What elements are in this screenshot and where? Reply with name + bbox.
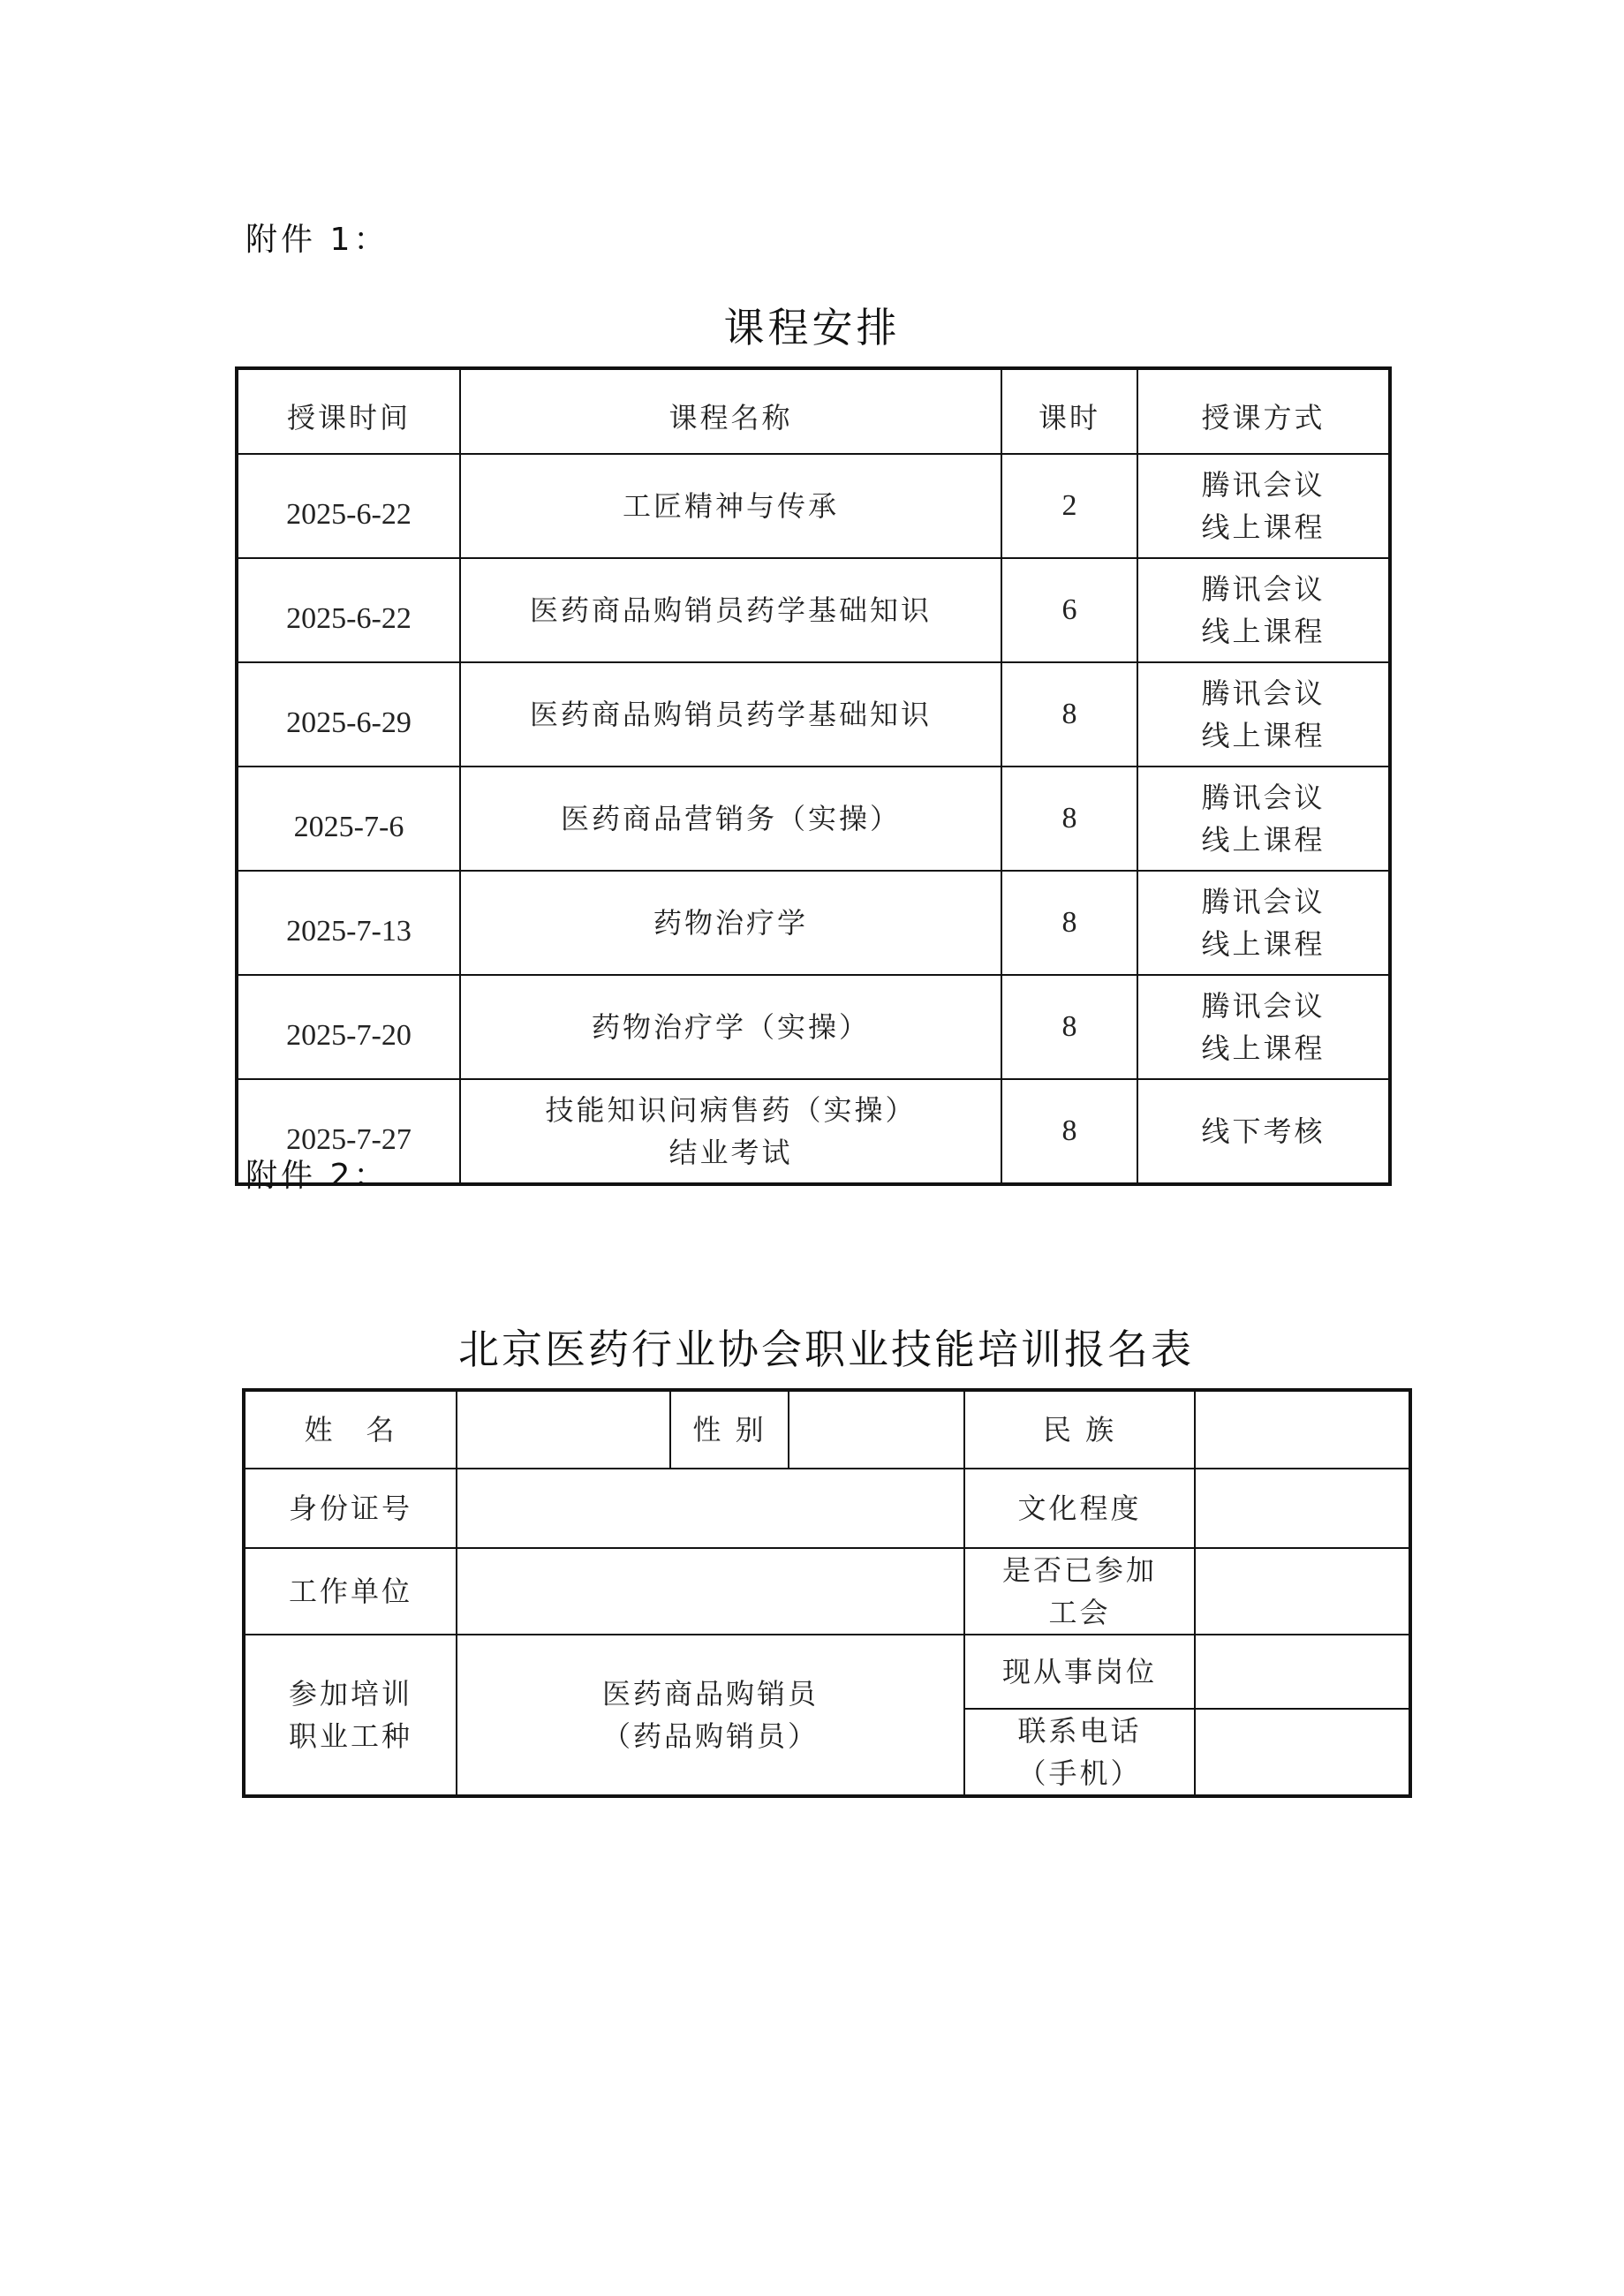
cell-hours: 8	[1001, 871, 1137, 975]
cell-mode: 线下考核	[1137, 1079, 1390, 1184]
union-input[interactable]	[1195, 1548, 1410, 1635]
phone-label	[964, 1709, 1195, 1796]
course-schedule-table	[235, 366, 1392, 1186]
table-header-row	[237, 368, 1390, 454]
training-label	[244, 1635, 457, 1796]
cell-mode	[1137, 662, 1390, 767]
cell-mode	[1137, 767, 1390, 871]
cell-date: 2025-6-22	[237, 558, 460, 662]
mode-line-1: 腾讯会议	[1201, 468, 1326, 502]
form-row-basic	[244, 1390, 1410, 1469]
cell-date: 2025-7-27	[237, 1079, 460, 1184]
header-date: 授课时间	[237, 368, 460, 454]
cell-date: 2025-6-29	[237, 662, 460, 767]
table-row	[237, 662, 1390, 767]
ethnicity-label: 民 族	[964, 1390, 1195, 1469]
registration-form-table	[242, 1388, 1412, 1798]
mode-line-2: 线上课程	[1201, 927, 1326, 961]
trade-line-1: 医药商品购销员	[601, 1677, 819, 1711]
ethnicity-input[interactable]	[1195, 1390, 1410, 1469]
education-label: 文化程度	[964, 1469, 1195, 1548]
union-label-line-1: 是否已参加	[1001, 1553, 1157, 1587]
table-row	[237, 558, 1390, 662]
cell-course	[460, 1079, 1001, 1184]
cell-hours: 8	[1001, 1079, 1137, 1184]
training-label-line-2: 职业工种	[288, 1719, 412, 1753]
cell-date: 2025-7-6	[237, 767, 460, 871]
attachment-2-label: 附件 2：	[245, 1158, 389, 1194]
cell-course: 工匠精神与传承	[460, 454, 1001, 558]
cell-course: 医药商品购销员药学基础知识	[460, 558, 1001, 662]
gender-label: 性 别	[670, 1390, 789, 1469]
form-row-employer	[244, 1548, 1410, 1635]
table-row	[237, 454, 1390, 558]
mode-line-1: 腾讯会议	[1201, 781, 1326, 814]
cell-hours: 6	[1001, 558, 1137, 662]
mode-line-2: 线上课程	[1201, 719, 1326, 752]
employer-label: 工作单位	[244, 1548, 457, 1635]
cell-course: 药物治疗学	[460, 871, 1001, 975]
course-line-1: 技能知识问病售药（实操）	[545, 1093, 917, 1127]
union-label-line-2: 工会	[1048, 1596, 1111, 1629]
form-row-id	[244, 1469, 1410, 1548]
mode-line-2: 线上课程	[1201, 823, 1326, 857]
attachment-1-label: 附件 1：	[245, 222, 389, 258]
course-schedule-title: 课程安排	[723, 304, 901, 351]
name-label: 姓 名	[244, 1390, 457, 1469]
form-row-training	[244, 1635, 1410, 1709]
cell-mode	[1137, 454, 1390, 558]
phone-input[interactable]	[1195, 1709, 1410, 1796]
phone-label-line-1: 联系电话	[1017, 1714, 1142, 1748]
id-number-label: 身份证号	[244, 1469, 457, 1548]
header-hours: 课时	[1001, 368, 1137, 454]
cell-course: 药物治疗学（实操）	[460, 975, 1001, 1079]
table-row	[237, 975, 1390, 1079]
table-row	[237, 871, 1390, 975]
name-input[interactable]	[457, 1390, 670, 1469]
cell-course: 医药商品购销员药学基础知识	[460, 662, 1001, 767]
position-input[interactable]	[1195, 1635, 1410, 1709]
gender-input[interactable]	[789, 1390, 964, 1469]
training-trade-value	[457, 1635, 964, 1796]
cell-hours: 8	[1001, 662, 1137, 767]
trade-line-2: （药品购销员）	[601, 1719, 819, 1753]
table-row	[237, 1079, 1390, 1184]
mode-line-1: 腾讯会议	[1201, 676, 1326, 710]
mode-line-1: 腾讯会议	[1201, 572, 1326, 606]
phone-label-line-2: （手机）	[1017, 1756, 1142, 1790]
mode-line-1: 腾讯会议	[1201, 885, 1326, 918]
education-input[interactable]	[1195, 1469, 1410, 1548]
registration-form-title: 北京医药行业协会职业技能培训报名表	[458, 1325, 1194, 1373]
union-label	[964, 1548, 1195, 1635]
id-number-input[interactable]	[457, 1469, 964, 1548]
mode-line-2: 线上课程	[1201, 615, 1326, 648]
mode-line-2: 线上课程	[1201, 1031, 1326, 1065]
cell-hours: 8	[1001, 975, 1137, 1079]
cell-hours: 8	[1001, 767, 1137, 871]
cell-mode	[1137, 975, 1390, 1079]
course-line-2: 结业考试	[668, 1136, 793, 1169]
header-mode: 授课方式	[1137, 368, 1390, 454]
table-row	[237, 767, 1390, 871]
cell-mode	[1137, 558, 1390, 662]
cell-hours: 2	[1001, 454, 1137, 558]
cell-course: 医药商品营销务（实操）	[460, 767, 1001, 871]
training-label-line-1: 参加培训	[288, 1677, 412, 1711]
cell-mode	[1137, 871, 1390, 975]
mode-line-2: 线上课程	[1201, 510, 1326, 544]
position-label: 现从事岗位	[964, 1635, 1195, 1709]
header-course: 课程名称	[460, 368, 1001, 454]
cell-date: 2025-6-22	[237, 454, 460, 558]
employer-input[interactable]	[457, 1548, 964, 1635]
cell-date: 2025-7-13	[237, 871, 460, 975]
cell-date: 2025-7-20	[237, 975, 460, 1079]
mode-line-1: 腾讯会议	[1201, 989, 1326, 1023]
